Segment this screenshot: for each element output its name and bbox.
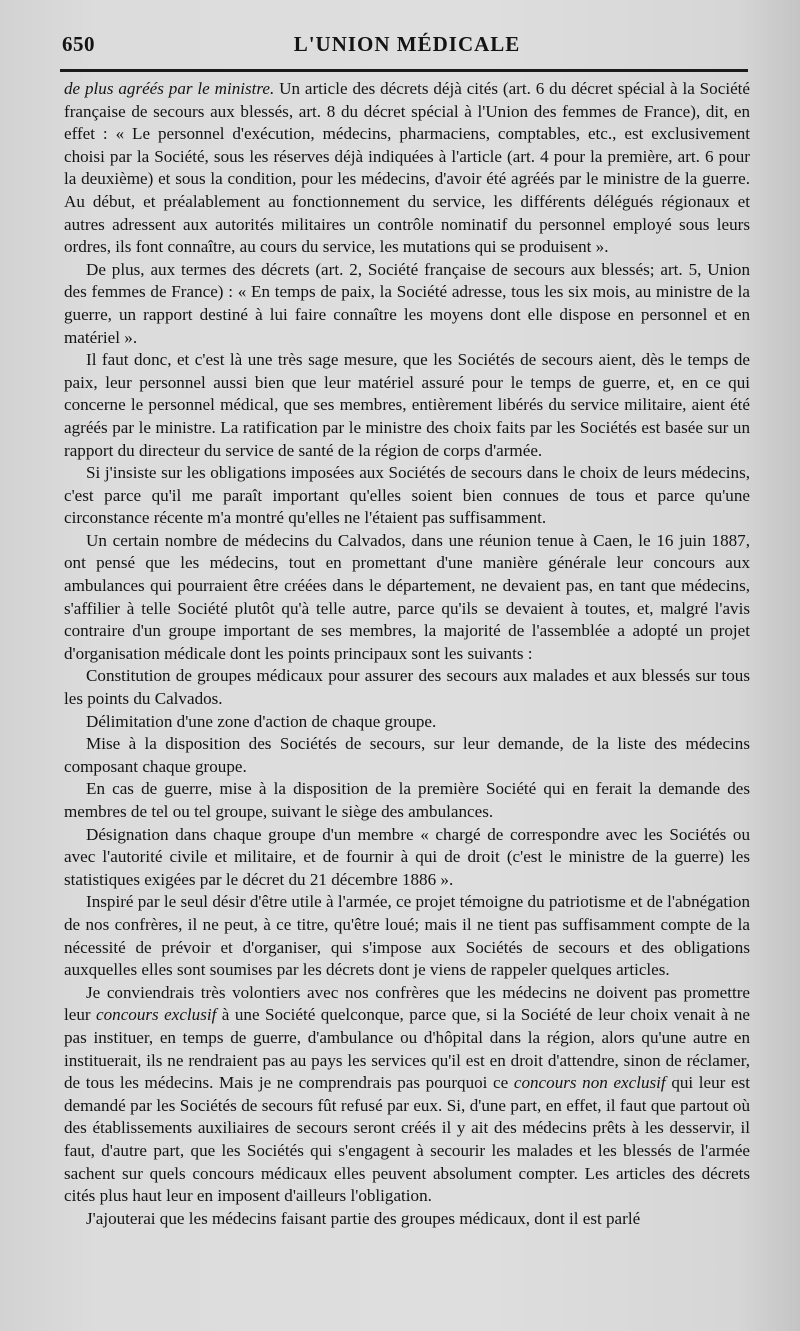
paragraph-4: Si j'insiste sur les obligations imposées aux Sociétés de secours dans le choix de leurs médecins, c'est parce qu'il me paraît important qu'elles soient bien connues de tous et parce qu'une circonstance récente m'a montré qu'elles ne l'étaient pas suffisamment. xyxy=(64,463,750,528)
page-number: 650 xyxy=(62,32,95,56)
paragraph-6: Constitution de groupes médicaux pour assurer des secours aux malades et aux blessés sur tous les points du Calvados. xyxy=(64,666,750,709)
paragraph-8: Mise à la disposition des Sociétés de secours, sur leur demande, de la liste des médecins composant chaque groupe. xyxy=(64,734,750,776)
journal-title: L'UNION MÉDICALE xyxy=(293,32,521,56)
paragraph-12-text-before: Je conviendrais très volontiers avec nos confrères que les médecins ne doivent pas promettre leur xyxy=(64,982,750,1025)
paragraph-12-italic-1: concours exclusif xyxy=(96,1005,217,1025)
paragraph-2: De plus, aux termes des décrets (art. 2, Société française de secours aux blessés; art. 5, Union des femmes de France) : « En temps de paix, la Société adresse, tous les six mois, au ministre de la guerre, un rapport destiné à lui faire connaître les moyens dont elle dispose en personnel et en matériel ». xyxy=(64,259,750,347)
paragraph-10: Désignation dans chaque groupe d'un membre « chargé de correspondre avec les Sociétés ou avec l'autorité civile et militaire, et de fournir à qui de droit (c'est le ministre de la guerre) les statistiques exigées par le décret du 21 décembre 1886 ». xyxy=(64,824,750,889)
running-head xyxy=(62,32,752,62)
paragraph-12-text-after: qui leur est demandé par les Sociétés de secours fût refusé par eux. Si, d'une part, en effet, il faut que partout où des établissements auxiliaires de secours seront créés il y ait des médecins prêts à les desservir, il faut, d'autre part, que les Sociétés qui s'engagent à secourir les malades et les blessés de l'armée sachent sur quels concours médicaux elles peuvent absolument compter. Les articles des décrets cités plus haut leur en imposent d'ailleurs l'obligation. xyxy=(64,1073,751,1206)
paragraph-12-italic-2: concours non exclusif xyxy=(513,1073,666,1093)
paragraph-12 xyxy=(64,982,750,1208)
paragraph-1-italic-lead: de plus agréés par le ministre. xyxy=(64,79,275,98)
paragraph-13: J'ajouterai que les médecins faisant partie des groupes médicaux, dont il est parlé xyxy=(86,1208,641,1228)
paragraph-7: Délimitation d'une zone d'action de chaque groupe. xyxy=(86,711,437,731)
paragraph-12-text-middle: à une Société quelconque, parce que, si la Société de leur choix venait à ne pas instituer, en temps de guerre, d'ambulance ou d'hôpital dans la région, alors qu'une autre en instituerait, ils ne rendraient pas au pays les services qu'il est en droit d'attendre, sinon de réclamer, de tous les médecins. Mais je ne comprendrais pas pourquoi ce xyxy=(64,1005,750,1093)
header-rule xyxy=(60,69,748,72)
paragraph-1-text: Un article des décrets déjà cités (art. 6 du décret spécial à la Société française de secours aux blessés, art. 8 du décret spécial à l'Union des femmes de France), dit, en effet : « Le personnel d'exécution, médecins, pharmaciens, comptables, etc., est exclusivement choisi par la Société, sous les réserves déjà indiquées à l'article (art. 4 pour la première, art. 6 pour la deuxième) et sous la condition, pour les médecins, d'avoir été agréés par le ministre de la guerre. Au début, et préalablement au fonctionnement du service, les différents délégués régionaux et autres adressent aux autorités militaires un contrôle nominatif du personnel employé sous leurs ordres, ils font connaître, au cours du service, les mutations qui se produisent ». xyxy=(64,79,750,257)
paragraph-9: En cas de guerre, mise à la disposition de la première Société qui en ferait la demande des membres de tel ou tel groupe, suivant le siège des ambulances. xyxy=(64,779,750,821)
article-body xyxy=(64,78,750,1230)
paragraph-11: Inspiré par le seul désir d'être utile à l'armée, ce projet témoigne du patriotisme et de l'abnégation de nos confrères, il ne peut, à ce titre, qu'être loué; mais il ne tient pas suffisamment compte de la nécessité de prévoir et d'organiser, qui s'impose aux Sociétés de secours et des obligations auxquelles elles sont soumises par les décrets dont je viens de rappeler quelques articles. xyxy=(64,892,750,980)
paragraph-3: Il faut donc, et c'est là une très sage mesure, que les Sociétés de secours aient, dès le temps de paix, leur personnel aussi bien que leur matériel assuré pour le temps de guerre, et, en ce qui concerne le personnel médical, que ses membres, entièrement libérés du service militaire, aient été agréés par le ministre. La ratification par le ministre des choix faits par les Sociétés est basée sur un rapport du directeur du service de santé de la région de corps d'armée. xyxy=(64,350,750,460)
paragraph-1 xyxy=(64,78,750,259)
paragraph-5: Un certain nombre de médecins du Calvados, dans une réunion tenue à Caen, le 16 juin 1887, ont pensé que les médecins, tout en promettant d'une manière générale leur concours aux ambulances qui pourraient être créées dans le département, ne devaient pas, en tant que médecins, s'affilier à telle Société plutôt qu'à telle autre, parce qu'ils se devaient à toutes, et, malgré l'avis contraire d'un groupe important de ses membres, la majorité de l'assemblée a adopté un projet d'organisation médicale dont les points principaux sont les suivants : xyxy=(64,530,750,663)
